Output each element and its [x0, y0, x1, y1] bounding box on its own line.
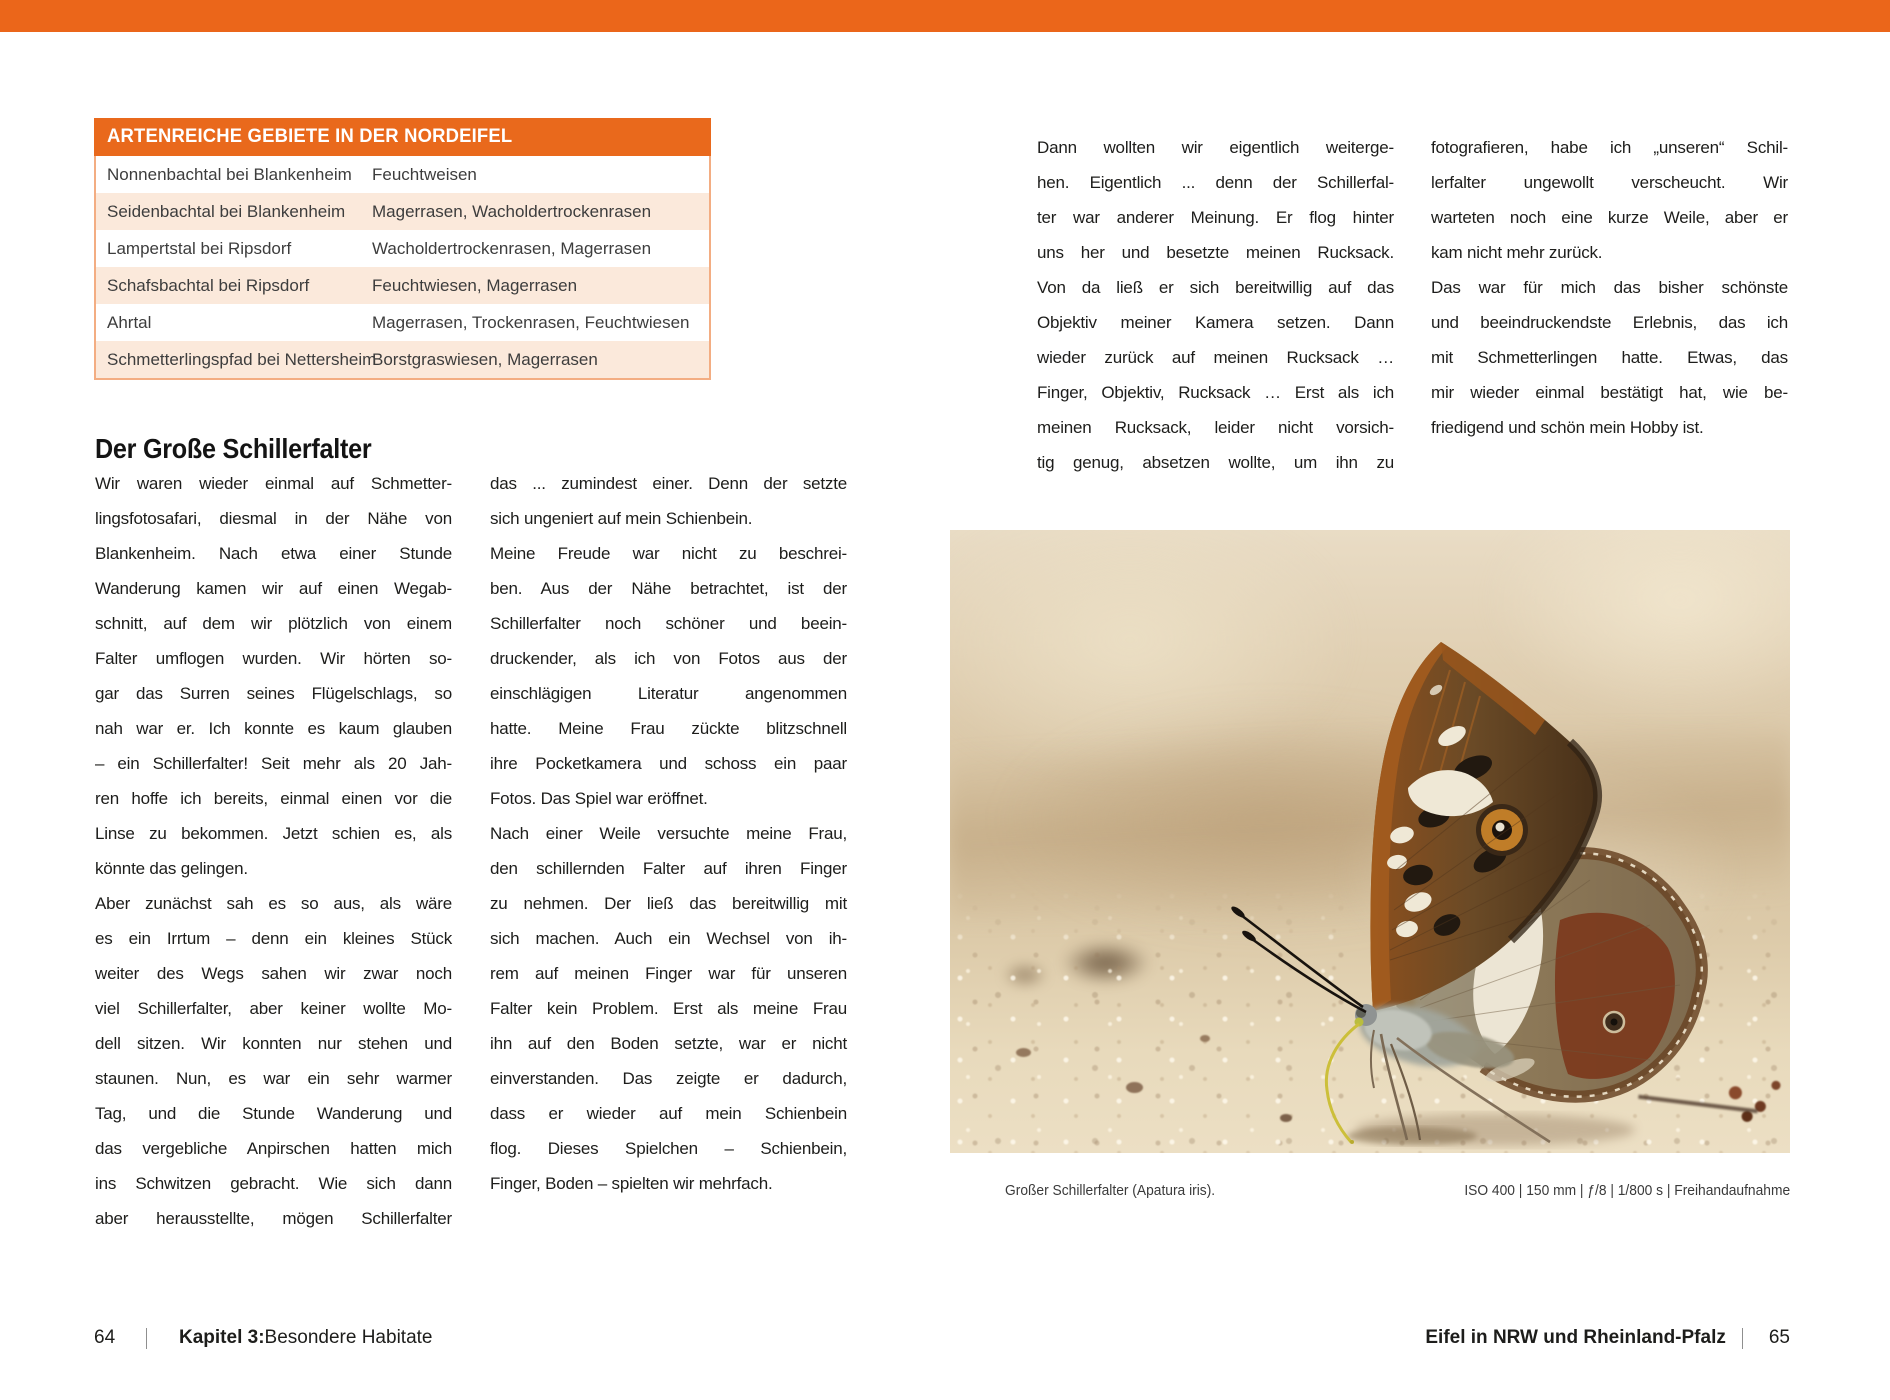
text-line: sich ungeniert auf mein Schienbein.	[490, 509, 753, 528]
chapter-title: Besondere Habitate	[264, 1327, 433, 1348]
habitat-cell: Wacholdertrockenrasen, Magerrasen	[372, 238, 652, 258]
text-line: ren hoffe ich bereits, einmal einen vor die	[95, 789, 452, 808]
text-line: Wanderung kamen wir auf einen Wegab-	[95, 579, 452, 598]
section-title: Eifel in NRW und Rheinland-Pfalz	[1425, 1327, 1726, 1348]
text-line: Das war für mich das bisher schönste	[1431, 278, 1788, 297]
habitat-table-title	[94, 118, 711, 156]
text-line: Falter umflogen wurden. Wir hörten so-	[95, 649, 452, 668]
table-row	[96, 304, 709, 341]
chapter-label: Kapitel 3:	[179, 1327, 265, 1348]
text-line: Schillerfalter noch schöner und beein-	[490, 614, 847, 633]
text-line: zu nehmen. Der ließ das bereitwillig mit	[490, 894, 847, 913]
text-line: kam nicht mehr zurück.	[1431, 243, 1603, 262]
text-line: friedigend und schön mein Hobby ist.	[1431, 418, 1704, 437]
text-line: den schillernden Falter auf ihren Finger	[490, 859, 847, 878]
table-row	[96, 341, 709, 378]
text-line: Finger, Objektiv, Rucksack … Erst als ich	[1037, 383, 1394, 402]
text-line: viel Schillerfalter, aber keiner wollte Mo-	[95, 999, 452, 1018]
text-line: nah war er. Ich konnte es kaum glauben	[95, 719, 452, 738]
text-line: Objektiv meiner Kamera setzen. Dann	[1037, 313, 1394, 332]
article-heading: Der Große Schillerfalter	[95, 433, 372, 464]
text-line: rem auf meinen Finger war für unseren	[490, 964, 847, 983]
text-line: mit Schmetterlingen hatte. Etwas, das	[1431, 348, 1788, 367]
text-line: flog. Dieses Spielchen – Schienbein,	[490, 1139, 847, 1158]
text-line: Linse zu bekommen. Jetzt schien es, als	[95, 824, 452, 843]
text-line: aber herausstellte, mögen Schillerfalter	[95, 1209, 452, 1228]
text-line: Fotos. Das Spiel war eröffnet.	[490, 789, 708, 808]
text-line: und beeindruckendste Erlebnis, das ich	[1431, 313, 1788, 332]
table-row	[96, 193, 709, 230]
text-line: wieder zurück auf meinen Rucksack …	[1037, 348, 1394, 367]
habitat-cell: Magerrasen, Trockenrasen, Feuchtwiesen	[372, 312, 690, 332]
text-line: könnte das gelingen.	[95, 859, 248, 878]
text-line: Blankenheim. Nach etwa einer Stunde	[95, 544, 452, 563]
text-line: einschlägigen Literatur angenommen	[490, 684, 847, 703]
text-line: weiter des Wegs sahen wir zwar noch	[95, 964, 452, 983]
habitat-cell: Magerrasen, Wacholdertrockenrasen	[372, 201, 652, 221]
photo-caption: Großer Schillerfalter (Apatura iris).	[1005, 1182, 1216, 1199]
habitat-table	[94, 118, 711, 380]
text-line: staunen. Nun, es war ein sehr warmer	[95, 1069, 452, 1088]
text-line: ben. Aus der Nähe betrachtet, ist der	[490, 579, 847, 598]
table-row	[96, 156, 709, 193]
footer-divider	[1742, 1328, 1743, 1349]
text-line: Meine Freude war nicht zu beschrei-	[490, 544, 847, 563]
text-line: sich machen. Auch ein Wechsel von ih-	[490, 929, 847, 948]
text-line: Finger, Boden – spielten wir mehrfach.	[490, 1174, 773, 1193]
footer-right	[1425, 1327, 1790, 1349]
page-number-right: 65	[1768, 1327, 1790, 1348]
area-cell: Schmetterlingspfad bei Nettersheim	[107, 349, 377, 369]
text-line: Aber zunächst sah es so aus, als wäre	[95, 894, 452, 913]
text-line: lingsfotosafari, diesmal in der Nähe von	[95, 509, 452, 528]
page-number-left: 64	[94, 1327, 116, 1348]
area-cell: Ahrtal	[107, 312, 152, 332]
text-line: dass er wieder auf mein Schienbein	[490, 1104, 847, 1123]
text-line: warteten noch eine kurze Weile, aber er	[1431, 208, 1788, 227]
text-column-1	[95, 466, 452, 1236]
text-line: hen. Eigentlich ... denn der Schillerfal-	[1037, 173, 1394, 192]
habitat-table-body	[94, 156, 711, 380]
text-line: meinen Rucksack, leider nicht vorsich-	[1037, 418, 1394, 437]
text-line: uns her und besetzte meinen Rucksack.	[1037, 243, 1394, 262]
text-column-3	[1037, 130, 1394, 480]
text-line: Nach einer Weile versuchte meine Frau,	[490, 824, 847, 843]
text-line: ter war anderer Meinung. Er flog hinter	[1037, 208, 1394, 227]
text-line: Von da ließ er sich bereitwillig auf das	[1037, 278, 1394, 297]
text-line: druckender, als ich von Fotos aus der	[490, 649, 847, 668]
text-line: das ... zumindest einer. Denn der setzte	[490, 474, 847, 493]
table-row	[96, 230, 709, 267]
habitat-table-title-text: ARTENREICHE GEBIETE IN DER NORDEIFEL	[107, 126, 513, 147]
habitat-cell: Feuchtwiesen, Magerrasen	[372, 275, 578, 295]
text-line: schnitt, auf dem wir plötzlich von einem	[95, 614, 452, 633]
habitat-cell: Feuchtweisen	[372, 164, 477, 184]
purple-emperor-butterfly-illustration	[950, 530, 1790, 1153]
butterfly-photo	[950, 530, 1790, 1153]
text-line: Wir waren wieder einmal auf Schmetter-	[95, 474, 452, 493]
text-line: gar das Surren seines Flügelschlags, so	[95, 684, 452, 703]
footer-left	[94, 1327, 432, 1349]
text-line: tig genug, absetzen wollte, um ihn zu	[1037, 453, 1394, 472]
area-cell: Nonnenbachtal bei Blankenheim	[107, 164, 352, 184]
text-line: Tag, und die Stunde Wanderung und	[95, 1104, 452, 1123]
top-accent-bar	[0, 0, 1890, 32]
text-line: fotografieren, habe ich „unseren“ Schil-	[1431, 138, 1788, 157]
text-line: – ein Schillerfalter! Seit mehr als 20 Jah-	[95, 754, 452, 773]
text-line: einverstanden. Das zeigte er dadurch,	[490, 1069, 847, 1088]
area-cell: Schafsbachtal bei Ripsdorf	[107, 275, 310, 295]
text-line: mir wieder einmal bestätigt hat, wie be-	[1431, 383, 1788, 402]
table-row	[96, 267, 709, 304]
text-line: lerfalter ungewollt verscheucht. Wir	[1431, 173, 1788, 192]
text-line: Dann wollten wir eigentlich weiterge-	[1037, 138, 1394, 157]
text-line: dell sitzen. Wir konnten nur stehen und	[95, 1034, 452, 1053]
text-line: Falter kein Problem. Erst als meine Frau	[490, 999, 847, 1018]
habitat-cell: Borstgraswiesen, Magerrasen	[372, 349, 598, 369]
text-line: das vergebliche Anpirschen hatten mich	[95, 1139, 452, 1158]
text-line: hatte. Meine Frau zückte blitzschnell	[490, 719, 847, 738]
photo-exif-caption: ISO 400 | 150 mm | ƒ/8 | 1/800 s | Freihandaufnahme	[1464, 1182, 1790, 1199]
text-line: es ein Irrtum – denn ein kleines Stück	[95, 929, 452, 948]
area-cell: Lampertstal bei Ripsdorf	[107, 238, 292, 258]
text-line: ins Schwitzen gebracht. Wie sich dann	[95, 1174, 452, 1193]
text-column-2	[490, 466, 847, 1201]
footer-divider	[146, 1328, 147, 1349]
text-line: ihn auf den Boden setzte, war er nicht	[490, 1034, 847, 1053]
text-line: ihre Pocketkamera und schoss ein paar	[490, 754, 847, 773]
area-cell: Seidenbachtal bei Blankenheim	[107, 201, 346, 221]
text-column-4	[1431, 130, 1788, 445]
